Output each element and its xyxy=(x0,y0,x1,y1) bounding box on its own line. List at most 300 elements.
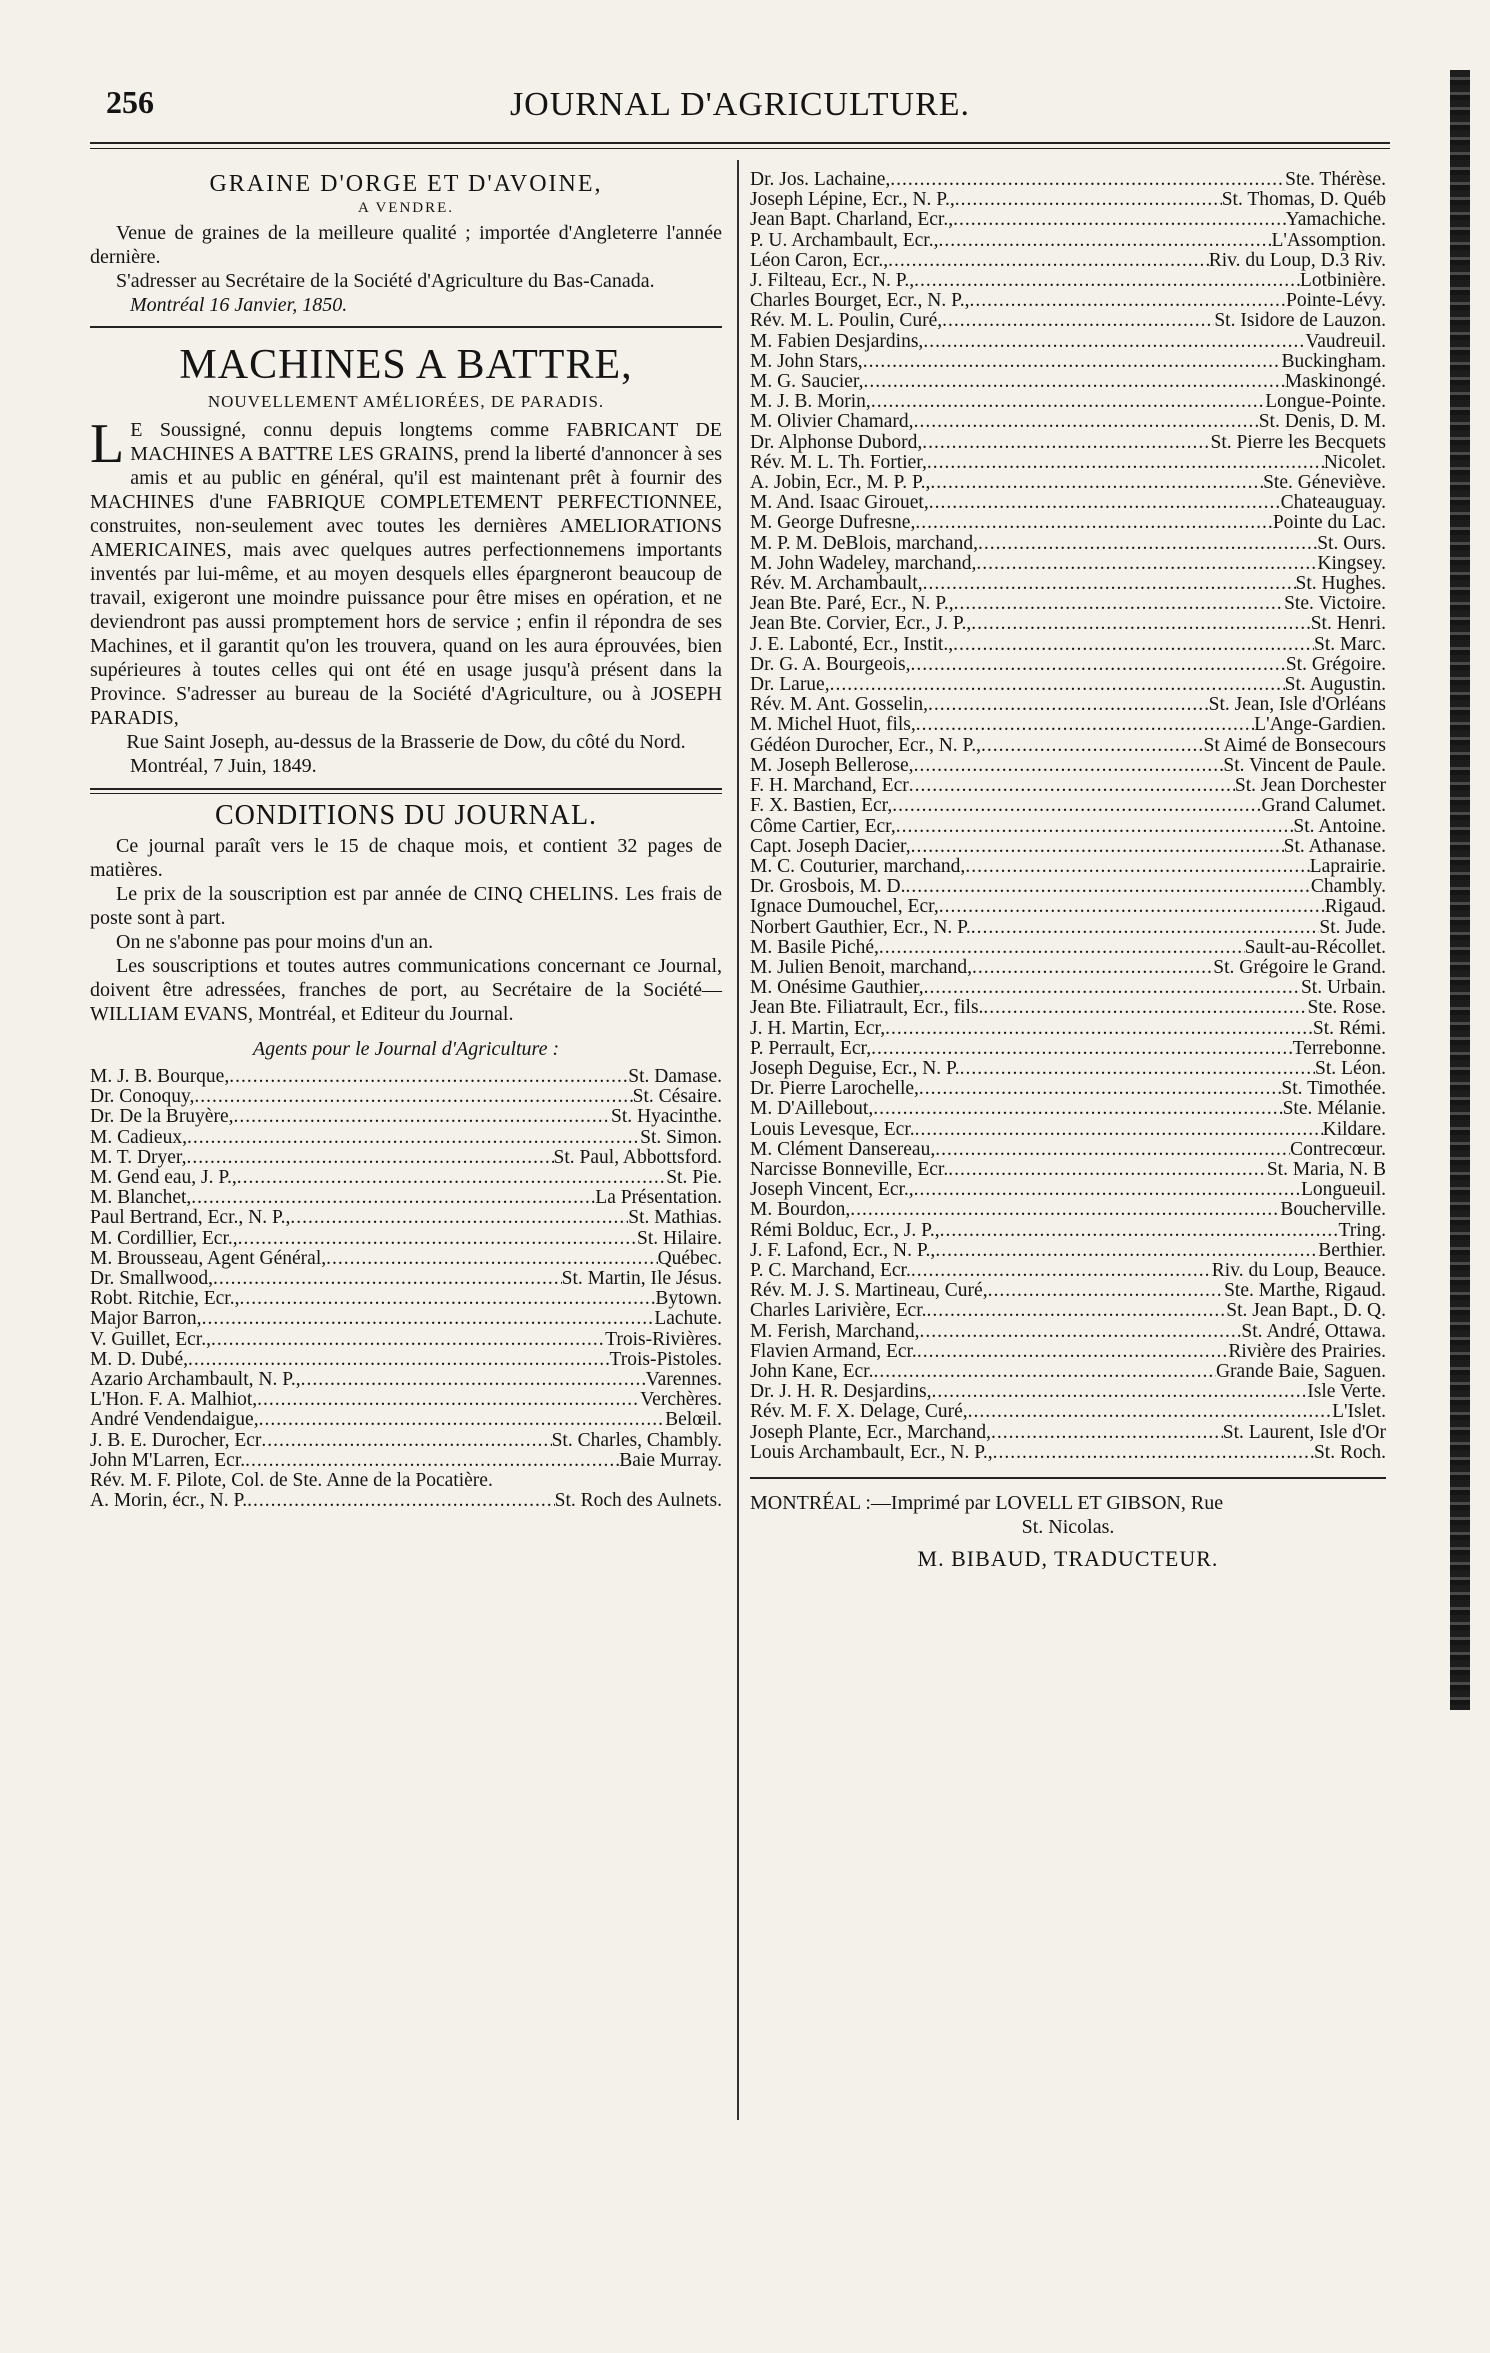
agent-name: John Kane, Ecr. xyxy=(750,1360,874,1382)
agent-place: Terrebonne. xyxy=(1292,1037,1386,1059)
agent-name: Charles Bourget, Ecr., N. P., xyxy=(750,290,970,312)
agent-name: M. J. B. Bourque, xyxy=(90,1066,230,1087)
agent-place: Kingsey. xyxy=(1317,552,1386,574)
agent-name: M. Blanchet, xyxy=(90,1187,192,1209)
agent-entry xyxy=(750,1200,1386,1220)
agent-name: Norbert Gauthier, Ecr., N. P. xyxy=(750,916,971,938)
agent-name: A. Morin, écr., N. P. xyxy=(90,1490,248,1512)
agent-entry xyxy=(750,1221,1386,1241)
agent-name: J. F. Lafond, Ecr., N. P., xyxy=(750,1239,936,1261)
leader-dots xyxy=(247,1491,555,1511)
agent-entry xyxy=(750,291,1386,311)
agent-name: Rév. M. Ant. Gosselin, xyxy=(750,694,929,716)
agent-name: M. George Dufresne, xyxy=(750,512,916,534)
agent-entry xyxy=(750,938,1386,958)
drop-cap: L xyxy=(90,413,125,475)
agent-place: Maskinongé. xyxy=(1284,371,1386,393)
agent-entry xyxy=(750,1160,1386,1180)
agent-place: St. Jean, Isle d'Orléans xyxy=(1208,694,1386,716)
leader-dots xyxy=(885,1019,1313,1039)
leader-dots xyxy=(955,190,1222,210)
leader-dots xyxy=(988,1281,1224,1301)
leader-dots xyxy=(920,1322,1242,1342)
agent-name: Dr. Larue, xyxy=(750,674,830,696)
agent-name: M. D. Dubé, xyxy=(90,1348,189,1370)
agent-entry xyxy=(750,877,1386,897)
leader-dots xyxy=(238,1229,637,1249)
leader-dots xyxy=(213,1269,562,1289)
leader-dots xyxy=(914,1180,1301,1200)
agent-entry xyxy=(750,311,1386,331)
agent-entry xyxy=(90,1471,722,1491)
agent-name: Flavien Armand, Ecr. xyxy=(750,1340,917,1362)
leader-dots xyxy=(261,1431,551,1451)
leader-dots xyxy=(191,1188,595,1208)
leader-dots xyxy=(939,897,1325,917)
leader-dots xyxy=(960,1059,1315,1079)
conditions xyxy=(90,800,722,1026)
agent-place: La Présentation. xyxy=(595,1187,722,1209)
leader-dots xyxy=(981,736,1203,756)
agent-name: M. P. M. DeBlois, marchand, xyxy=(750,532,979,554)
agent-entry xyxy=(90,1148,722,1168)
agent-entry xyxy=(750,574,1386,594)
agent-place: L'Ange-Gardien. xyxy=(1254,714,1386,736)
leader-dots xyxy=(229,1067,628,1087)
agent-place: Riv. du Loup, D.3 Riv. xyxy=(1208,249,1386,271)
agent-place: Rigaud. xyxy=(1324,896,1386,918)
leader-dots xyxy=(871,1039,1293,1059)
agent-entry xyxy=(90,1410,722,1430)
agent-place: Grand Calumet. xyxy=(1261,795,1386,817)
agent-place: Tring. xyxy=(1338,1219,1386,1241)
agent-entry xyxy=(750,513,1386,533)
agent-entry xyxy=(750,897,1386,917)
leader-dots xyxy=(965,857,1309,877)
agent-place: Ste. Marthe, Rigaud. xyxy=(1224,1280,1386,1302)
agent-name: M. Cordillier, Ecr., xyxy=(90,1227,238,1249)
agent-place: Longue-Pointe. xyxy=(1265,391,1386,413)
conditions-p4: Les souscriptions et toutes autres communications concernant ce Journal, doivent être adressées, franches de port, au Secrétaire de la Société—WILLIAM EVANS, Montréal, et Editeur du Journal. xyxy=(90,955,722,1025)
agent-entry xyxy=(750,1423,1386,1443)
agent-place: St. Denis, D. M. xyxy=(1258,411,1386,433)
agent-name: Charles Larivière, Ecr. xyxy=(750,1300,927,1322)
leader-dots xyxy=(929,493,1281,513)
agent-name: John M'Larren, Ecr. xyxy=(90,1449,246,1471)
agent-place: Ste. Mélanie. xyxy=(1282,1098,1386,1120)
column-divider xyxy=(737,160,739,2120)
agent-entry xyxy=(90,1309,722,1329)
translator: M. BIBAUD, TRADUCTEUR. xyxy=(917,1546,1219,1571)
leader-dots xyxy=(968,1402,1333,1422)
agent-place: St. Augustin. xyxy=(1284,674,1386,696)
leader-dots xyxy=(970,291,1286,311)
leader-dots xyxy=(879,938,1245,958)
ad-grain-p1: Venue de graines de la meilleure qualité ; importée d'Angleterre l'année dernière. xyxy=(90,222,722,268)
leader-dots xyxy=(911,655,1286,675)
agent-place: Buckingham. xyxy=(1281,350,1386,372)
agent-place: Laprairie. xyxy=(1309,855,1386,877)
agent-entry xyxy=(750,1322,1386,1342)
agent-place: St. Timothée. xyxy=(1281,1078,1386,1100)
agent-entry xyxy=(90,1330,722,1350)
agent-place: St. Roch des Aulnets. xyxy=(554,1490,722,1512)
leader-dots xyxy=(194,1087,632,1107)
page-number: 256 xyxy=(106,84,154,120)
agent-entry xyxy=(90,1289,722,1309)
leader-dots xyxy=(914,271,1300,291)
leader-dots xyxy=(890,170,1285,190)
leader-dots xyxy=(983,998,1307,1018)
agent-place: Varennes. xyxy=(645,1369,722,1391)
agent-place: St. Jean Dorchester xyxy=(1234,775,1386,797)
agent-place: Boucherville. xyxy=(1280,1199,1386,1221)
agent-place: St. Simon. xyxy=(640,1126,722,1148)
agent-name: M. Ferish, Marchand, xyxy=(750,1320,920,1342)
agent-place: Trois-Pistoles. xyxy=(609,1348,722,1370)
running-title: JOURNAL D'AGRICULTURE. xyxy=(509,86,971,123)
agent-name: Jean Bte. Paré, Ecr., N. P., xyxy=(750,593,954,615)
agent-place: Contrecœur. xyxy=(1290,1138,1386,1160)
agent-entry xyxy=(750,453,1386,473)
left-column xyxy=(90,170,722,1511)
leader-dots xyxy=(915,513,1272,533)
leader-dots xyxy=(187,1128,640,1148)
agent-name: Robt. Ritchie, Ecr., xyxy=(90,1288,240,1310)
leader-dots xyxy=(914,412,1259,432)
agent-place: St. André, Ottawa. xyxy=(1241,1320,1386,1342)
agent-place: Pointe du Lac. xyxy=(1272,512,1386,534)
agent-entry xyxy=(750,1281,1386,1301)
agent-name: Dr. G. A. Bourgeois, xyxy=(750,653,911,675)
leader-dots xyxy=(915,1120,1323,1140)
binding-edge xyxy=(1450,70,1470,1710)
agent-entry xyxy=(750,918,1386,938)
agent-entry xyxy=(90,1390,722,1410)
agent-name: M. John Wadeley, marchand, xyxy=(750,552,977,574)
agent-entry xyxy=(90,1350,722,1370)
agent-place: St. Grégoire. xyxy=(1285,653,1386,675)
agent-name: Jean Bte. Filiatrault, Ecr., fils. xyxy=(750,997,984,1019)
leader-dots xyxy=(888,251,1209,271)
agent-place: St. Ours. xyxy=(1317,532,1386,554)
agent-name: J. H. Martin, Ecr, xyxy=(750,1017,886,1039)
agent-entry xyxy=(750,1019,1386,1039)
leader-dots xyxy=(953,635,1314,655)
agent-name: Dr. Pierre Larochelle, xyxy=(750,1078,919,1100)
agent-name: M. T. Dryer, xyxy=(90,1146,187,1168)
leader-dots xyxy=(940,1221,1339,1241)
ad-grain-p2: S'adresser au Secrétaire de la Société d'Agriculture du Bas-Canada. xyxy=(116,270,655,292)
agent-entry xyxy=(90,1067,722,1087)
agent-entry xyxy=(750,837,1386,857)
leader-dots xyxy=(864,372,1285,392)
leader-dots xyxy=(991,1423,1223,1443)
agent-name: M. Olivier Chamard, xyxy=(750,411,914,433)
leader-dots xyxy=(871,392,1265,412)
agent-entry xyxy=(90,1249,722,1269)
agent-name: Dr. Grosbois, M. D. xyxy=(750,876,906,898)
agent-name: Joseph Lépine, Ecr., N. P., xyxy=(750,189,955,211)
agent-place: Nicolet. xyxy=(1323,451,1386,473)
agent-name: M. D'Aillebout, xyxy=(750,1098,874,1120)
ad-machines-sub: NOUVELLEMENT AMÉLIORÉES, DE PARADIS. xyxy=(207,392,605,411)
agent-place: Isle Verte. xyxy=(1307,1381,1386,1403)
agent-entry xyxy=(90,1188,722,1208)
agent-name: Azario Archambault, N. P., xyxy=(90,1369,301,1391)
agent-name: F. X. Bastien, Ecr, xyxy=(750,795,893,817)
agent-place: Ste. Géneviève. xyxy=(1263,472,1386,494)
leader-dots xyxy=(873,1362,1216,1382)
agent-place: Pointe-Lévy. xyxy=(1285,290,1386,312)
agent-entry xyxy=(750,594,1386,614)
leader-dots xyxy=(873,1099,1282,1119)
header-rule xyxy=(90,142,1390,144)
ad-machines-address: Rue Saint Joseph, au-dessus de la Brasserie de Dow, du côté du Nord. xyxy=(126,731,686,753)
agent-entry xyxy=(90,1491,722,1511)
agent-entry xyxy=(750,715,1386,735)
leader-dots xyxy=(930,473,1263,493)
ad-grain-date: Montréal 16 Janvier, 1850. xyxy=(130,294,348,316)
agent-place: St. Marc. xyxy=(1313,633,1386,655)
agent-entry xyxy=(750,614,1386,634)
leader-dots xyxy=(911,837,1284,857)
leader-dots xyxy=(971,614,1310,634)
agent-name: Léon Caron, Ecr., xyxy=(750,249,889,271)
agent-place: St. Damase. xyxy=(628,1066,722,1087)
agent-entry xyxy=(750,1443,1386,1463)
ad-machines-title: MACHINES A BATTRE, xyxy=(179,342,633,388)
agent-place: St. Martin, Ile Jésus. xyxy=(561,1268,722,1290)
agent-entry xyxy=(750,1402,1386,1422)
agent-place: St Aimé de Bonsecours xyxy=(1203,734,1386,756)
ad-grain-title: GRAINE D'ORGE ET D'AVOINE, xyxy=(209,171,603,197)
agent-entry xyxy=(750,473,1386,493)
agent-place: St. Paul, Abbottsford. xyxy=(553,1146,722,1168)
agent-entry xyxy=(750,332,1386,352)
agent-name: J. E. Labonté, Ecr., Instit., xyxy=(750,633,954,655)
agent-name: Capt. Joseph Dacier, xyxy=(750,835,911,857)
double-rule xyxy=(90,788,722,794)
agent-name: V. Guillet, Ecr., xyxy=(90,1328,211,1350)
agent-entry xyxy=(750,675,1386,695)
right-column xyxy=(750,170,1386,1571)
leader-dots xyxy=(954,594,1284,614)
imprint-line2: St. Nicolas. xyxy=(1021,1516,1115,1538)
leader-dots xyxy=(971,918,1320,938)
header-rule-thin xyxy=(90,148,1390,149)
agent-place: Chateauguay. xyxy=(1280,492,1386,514)
agent-entry xyxy=(750,372,1386,392)
agent-name: Rév. M. J. S. Martineau, Curé, xyxy=(750,1280,988,1302)
agent-name: Louis Archambault, Ecr., N. P., xyxy=(750,1441,993,1463)
agent-entry xyxy=(750,210,1386,230)
agent-place: St. Léon. xyxy=(1315,1057,1386,1079)
agents-list-right xyxy=(750,170,1386,1463)
agent-name: Joseph Deguise, Ecr., N. P. xyxy=(750,1057,960,1079)
agent-place: St. Thomas, D. Québ xyxy=(1221,189,1386,211)
leader-dots xyxy=(290,1208,628,1228)
agent-entry xyxy=(750,756,1386,776)
agent-entry xyxy=(750,412,1386,432)
agent-name: Rév. M. L. Th. Fortier, xyxy=(750,451,927,473)
agent-place: Belœil. xyxy=(665,1409,722,1431)
agent-entry xyxy=(90,1431,722,1451)
leader-dots xyxy=(942,311,1214,331)
imprint-rule xyxy=(750,1477,1386,1479)
agent-name: Gédéon Durocher, Ecr., N. P., xyxy=(750,734,981,756)
conditions-p3: On ne s'abonne pas pour moins d'un an. xyxy=(116,931,434,953)
agent-entry xyxy=(750,776,1386,796)
agent-name: Paul Bertrand, Ecr., N. P., xyxy=(90,1207,291,1229)
agent-place: St. Mathias. xyxy=(628,1207,722,1229)
agent-place: St. Laurent, Isle d'Or xyxy=(1222,1421,1386,1443)
agent-name: L'Hon. F. A. Malhiot, xyxy=(90,1389,258,1411)
agent-place: Lotbinière. xyxy=(1299,270,1386,292)
leader-dots xyxy=(896,817,1294,837)
leader-dots xyxy=(202,1309,655,1329)
agent-place: Lachute. xyxy=(654,1308,722,1330)
agent-entry xyxy=(750,1342,1386,1362)
agent-entry xyxy=(750,958,1386,978)
agent-place: Kildare. xyxy=(1322,1118,1386,1140)
leader-dots xyxy=(188,1350,609,1370)
leader-dots xyxy=(916,715,1254,735)
leader-dots xyxy=(953,210,1286,230)
agent-entry xyxy=(750,1382,1386,1402)
agent-name: André Vendendaigue, xyxy=(90,1409,259,1431)
agent-name: Dr. Alphonse Dubord, xyxy=(750,431,923,453)
agent-entry xyxy=(750,796,1386,816)
agent-name: Dr. J. H. R. Desjardins, xyxy=(750,1381,932,1403)
leader-dots xyxy=(917,1342,1229,1362)
agent-entry xyxy=(90,1208,722,1228)
imprint-line1: MONTRÉAL :—Imprimé par LOVELL ET GIBSON, Rue xyxy=(750,1492,1224,1514)
agent-place: Sault-au-Récollet. xyxy=(1244,936,1386,958)
agents-title: Agents pour le Journal d'Agriculture : xyxy=(252,1038,560,1060)
agent-entry xyxy=(750,695,1386,715)
agent-entry xyxy=(750,1241,1386,1261)
agent-place: St. Henri. xyxy=(1310,613,1386,635)
agent-place: Chambly. xyxy=(1310,876,1386,898)
agent-name: Jean Bte. Corvier, Ecr., J. P., xyxy=(750,613,972,635)
agent-entry xyxy=(750,998,1386,1018)
agent-name: M. Gend eau, J. P., xyxy=(90,1167,237,1189)
leader-dots xyxy=(928,695,1209,715)
agent-name: F. H. Marchand, Ecr xyxy=(750,775,909,797)
agent-place: St. Roch. xyxy=(1313,1441,1386,1463)
agent-place: St. Isidore de Lauzon. xyxy=(1214,310,1386,332)
agent-entry xyxy=(750,635,1386,655)
agent-name: Côme Cartier, Ecr, xyxy=(750,815,896,837)
agent-name: Ignace Dumouchel, Ecr, xyxy=(750,896,939,918)
agent-entry xyxy=(750,433,1386,453)
agent-entry xyxy=(750,1079,1386,1099)
agent-name: M. Onésime Gauthier, xyxy=(750,977,924,999)
leader-dots xyxy=(909,776,1235,796)
section-rule xyxy=(90,326,722,328)
leader-dots xyxy=(948,1160,1267,1180)
agent-name: P. U. Archambault, Ecr., xyxy=(750,229,939,251)
agent-entry xyxy=(750,534,1386,554)
agent-entry xyxy=(90,1087,722,1107)
agent-entry xyxy=(90,1168,722,1188)
agent-name: J. B. E. Durocher, Ecr xyxy=(90,1429,262,1451)
leader-dots xyxy=(905,877,1310,897)
leader-dots xyxy=(938,231,1271,251)
agent-entry xyxy=(90,1451,722,1471)
agent-place: St. Rémi. xyxy=(1312,1017,1386,1039)
agent-name: Joseph Vincent, Ecr., xyxy=(750,1179,914,1201)
agent-place: St. Hyacinthe. xyxy=(610,1106,722,1128)
leader-dots xyxy=(211,1330,605,1350)
agent-place: Ste. Victoire. xyxy=(1284,593,1386,615)
agent-entry xyxy=(90,1229,722,1249)
agent-entry xyxy=(750,271,1386,291)
agent-name: M. Brousseau, Agent Général, xyxy=(90,1247,327,1269)
agent-name: M. Basile Piché, xyxy=(750,936,879,958)
agent-name: P. C. Marchand, Ecr. xyxy=(750,1259,911,1281)
agent-name: Major Barron, xyxy=(90,1308,202,1330)
agent-name: M. Julien Benoit, marchand, xyxy=(750,956,973,978)
agent-entry xyxy=(90,1269,722,1289)
agent-name: M. Cadieux, xyxy=(90,1126,187,1148)
ad-machines-body: E Soussigné, connu depuis longtems comme FABRICANT DE MACHINES A BATTRE LES GRAINS, prend la liberté d'annoncer à ses amis et au public en général, qu'il est maintenant prêt à fournir des MACHINES d'une FABRIQUE COMPLETEMENT PERFECTIONNEE, construites, non-seulement avec toutes les dernières AMELIORATIONS AMERICAINES, mais avec quelques autres perfectionnemens importants inventés par lui-même, et au moyen desquels elles épargneront beaucoup de travail, exigeront une moindre puissance pour être mises en opération, et ne deviendront pas aussi promptement hors de service ; enfin il répondra de ses Machines, et il garantit qu'on les trouvera, quand on les aura éprouvées, bien supérieures à toutes celles qui ont été en usage jusqu'à présent dans la Province. S'adresser au bureau de la Société d'Agriculture, ou à JOSEPH PARADIS, xyxy=(90,419,722,729)
leader-dots xyxy=(259,1410,666,1430)
agent-name: M. Clément Dansereau, xyxy=(750,1138,936,1160)
agent-place: Grande Baie, Saguen. xyxy=(1215,1360,1386,1382)
leader-dots xyxy=(326,1249,657,1269)
agent-place: Québec. xyxy=(657,1247,722,1269)
agent-place: Bytown. xyxy=(655,1288,722,1310)
agent-place: Baie Murray. xyxy=(619,1449,722,1471)
conditions-p2: Le prix de la souscription est par année de CINQ CHELINS. Les frais de poste sont à part. xyxy=(90,883,722,929)
leader-dots xyxy=(830,675,1285,695)
leader-dots xyxy=(931,1382,1307,1402)
agent-name: M. John Stars, xyxy=(750,350,863,372)
agent-name: Rémi Bolduc, Ecr., J. P., xyxy=(750,1219,940,1241)
conditions-p1: Ce journal paraît vers le 15 de chaque mois, et contient 32 pages de matières. xyxy=(90,835,722,881)
agent-name: Dr. Smallwood, xyxy=(90,1268,213,1290)
agent-place: St. Urbain. xyxy=(1300,977,1386,999)
agent-place: St. Jude. xyxy=(1319,916,1386,938)
leader-dots xyxy=(978,534,1317,554)
agent-name: Rév. M. F. X. Delage, Curé, xyxy=(750,1401,968,1423)
agent-name: Dr. Jos. Lachaine, xyxy=(750,169,891,190)
agent-place: Yamachiche. xyxy=(1285,209,1386,231)
agent-name: J. Filteau, Ecr., N. P., xyxy=(750,270,915,292)
agent-place: St. Athanase. xyxy=(1283,835,1386,857)
agent-entry xyxy=(750,817,1386,837)
agent-place: St. Maria, N. B xyxy=(1266,1158,1386,1180)
agent-place: St. Hilaire. xyxy=(636,1227,722,1249)
agent-name: Rév. M. L. Poulin, Curé, xyxy=(750,310,943,332)
imprint xyxy=(750,1491,1386,1571)
agent-name: M. C. Couturier, marchand, xyxy=(750,855,966,877)
ad-machines xyxy=(90,340,722,778)
leader-dots xyxy=(923,574,1296,594)
agent-entry xyxy=(750,655,1386,675)
agent-place: Rivière des Prairies. xyxy=(1228,1340,1386,1362)
agent-name: Jean Bapt. Charland, Ecr., xyxy=(750,209,954,231)
agent-name: M. Fabien Desjardins, xyxy=(750,330,924,352)
agent-entry xyxy=(750,1039,1386,1059)
agent-entry xyxy=(90,1107,722,1127)
agent-entry xyxy=(750,493,1386,513)
agent-name: Rév. M. Archambault, xyxy=(750,573,923,595)
agent-place: L'Assomption. xyxy=(1271,229,1386,251)
agent-entry xyxy=(750,1140,1386,1160)
